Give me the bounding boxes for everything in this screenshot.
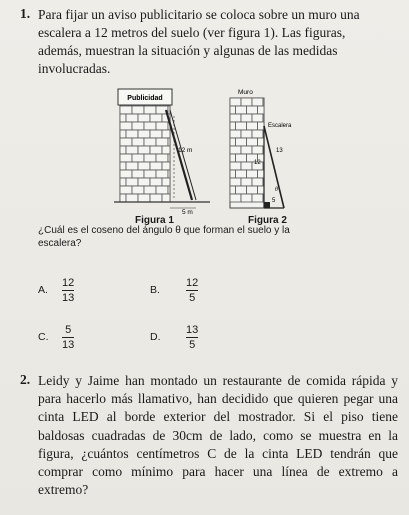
sign-label: Publicidad [127,95,163,102]
option-b-fraction[interactable] [186,277,198,304]
brick [252,130,263,138]
fig2-ladder [264,126,284,208]
brick [120,122,132,130]
figure-1-caption: Figura 1 [135,215,174,226]
fig1-height-label: 12 m [178,147,193,154]
option-d-denominator: 5 [189,339,196,351]
brick [168,106,170,114]
brick [132,154,144,162]
figure-2-triangle [224,86,294,214]
brick [144,106,156,114]
brick [126,130,138,138]
brick [241,162,252,170]
brick [162,194,170,202]
figure-1-wall-ladder [112,86,212,216]
option-a-denominator: 13 [62,292,75,304]
brick [230,186,236,194]
option-d-letter: D. [150,331,161,343]
brick [138,146,150,154]
brick [150,146,162,154]
brick [132,170,144,178]
brick [236,122,247,130]
brick [156,138,168,146]
option-c-fraction[interactable] [62,324,74,351]
brick [144,186,156,194]
brick [150,114,162,122]
brick [120,114,126,122]
brick [263,98,264,106]
brick [252,194,263,202]
brick [230,106,236,114]
brick [120,146,126,154]
brick [258,186,265,194]
brick [252,146,263,154]
brick [120,186,132,194]
brick [236,154,247,162]
brick [247,186,258,194]
brick [144,154,156,162]
brick [263,114,264,122]
brick [162,130,170,138]
fig2-ladder-label: Escalera [268,123,292,129]
option-c-numerator: 5 [65,324,72,336]
brick [241,130,252,138]
question-2-number: 2. [20,372,31,387]
brick [126,114,138,122]
brick [150,162,162,170]
brick [156,170,168,178]
brick [241,146,252,154]
fig2-leg-label: 12 [254,160,261,166]
brick [236,106,247,114]
fig2-angle-label: θ [275,187,278,193]
option-d-fraction[interactable] [186,324,198,351]
brick [247,138,258,146]
brick [241,98,252,106]
brick [138,178,150,186]
brick [230,170,236,178]
brick [126,194,138,202]
brick [144,122,156,130]
brick [252,178,263,186]
brick [230,154,236,162]
fig1-base-label: 5 m [182,209,193,216]
brick [168,154,170,162]
brick [138,162,150,170]
option-a-fraction[interactable] [62,277,74,304]
brick [258,138,265,146]
brick [258,106,265,114]
question-1-prompt: ¿Cuál es el coseno del ángulo θ que forman el suelo y la escalera? [38,225,290,249]
brick [230,122,236,130]
brick [230,178,241,186]
question-1-number: 1. [20,6,31,21]
brick [144,170,156,178]
option-a-letter: A. [38,284,48,296]
question-2-statement: Leidy y Jaime han montado un restaurante de comida rápida y para hacerlo más llamativo, han decidido que quieren pegar una cinta LED al borde exterior del mostrador. Si el piso tiene baldosas cuadradas de 30cm de lado, como se muestra en la figura, ¿cuántos centímetros C de la cinta LED tendrán que comprar como mínimo para hacer una línea de extremo a extremo? [38,373,398,498]
brick [120,130,126,138]
brick [252,114,263,122]
brick [156,154,168,162]
brick [168,138,170,146]
brick [156,186,168,194]
brick [120,170,132,178]
right-angle-marker [264,202,270,208]
brick [120,162,126,170]
brick [230,138,236,146]
brick [132,122,144,130]
brick [230,114,241,122]
option-c-denominator: 13 [62,339,75,351]
brick [120,138,132,146]
brick [138,194,150,202]
brick [150,194,162,202]
brick [241,114,252,122]
brick [236,170,247,178]
brick [144,138,156,146]
brick [138,114,150,122]
brick [156,122,168,130]
option-b-denominator: 5 [189,292,196,304]
brick [162,146,170,154]
brick [230,162,241,170]
brick [241,178,252,186]
brick [120,106,132,114]
brick [230,146,241,154]
brick [230,98,241,106]
option-c-letter: C. [38,331,49,343]
brick [120,154,132,162]
figure-2-caption: Figura 2 [248,215,287,226]
brick [150,178,162,186]
option-b-letter: B. [150,284,160,296]
brick [230,194,241,202]
brick [258,122,265,130]
question-1-statement: Para fijar un aviso publicitario se coloca sobre un muro una escalera a 12 metros del suelo (ver figura 1). Las figuras, además, muestran la situación y algunas de las medidas involucradas. [38,7,360,76]
brick [247,122,258,130]
brick [126,162,138,170]
brick [258,170,265,178]
brick [236,138,247,146]
brick [162,178,170,186]
brick [236,186,247,194]
brick [126,178,138,186]
brick [120,178,126,186]
brick [150,130,162,138]
fig2-wall-label: Muro [238,89,253,96]
brick [120,194,126,202]
brick [168,186,170,194]
brick [241,194,252,202]
brick [126,146,138,154]
brick [162,162,170,170]
brick [168,170,170,178]
brick [247,170,258,178]
brick [132,138,144,146]
brick [132,186,144,194]
fig2-hyp-label: 13 [276,148,283,154]
brick [230,130,241,138]
option-d-numerator: 13 [186,324,199,336]
fig2-base-label: 5 [272,198,276,204]
option-b-numerator: 12 [186,277,199,289]
brick [132,106,144,114]
option-a-numerator: 12 [62,277,75,289]
brick [252,98,263,106]
brick [247,106,258,114]
brick [138,130,150,138]
